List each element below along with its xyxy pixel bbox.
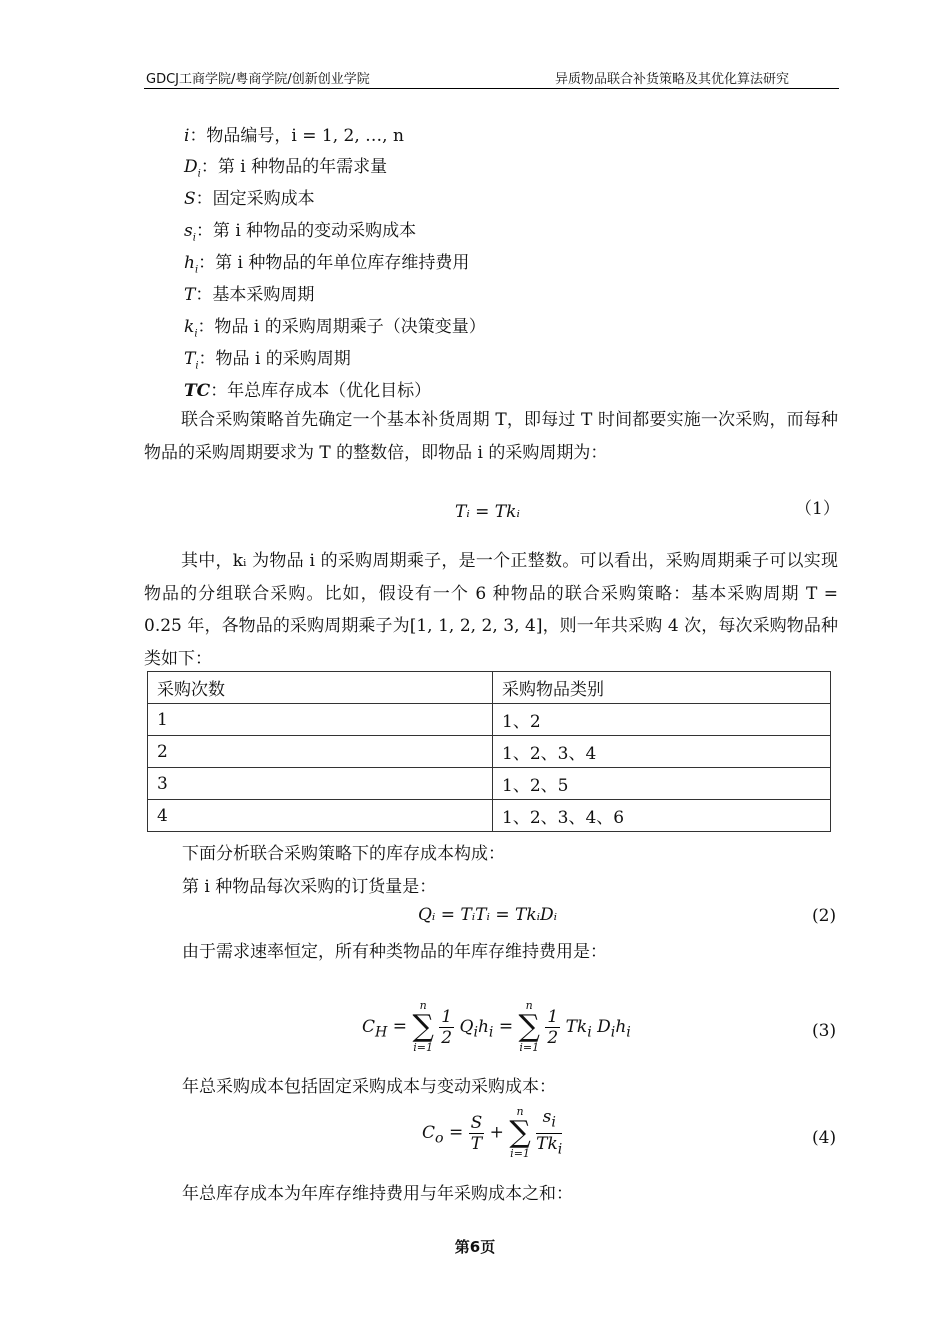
table-cell: 2 — [148, 736, 493, 768]
definition-item: $k_i$：物品 i 的采购周期乘子（决策变量） — [184, 317, 486, 340]
definition-symbol: S — [184, 189, 196, 209]
eq4-lhs: $C_o$ — [422, 1122, 444, 1146]
definition-symbol: D — [184, 157, 198, 177]
text-ordering-cost: 年总采购成本包括固定采购成本与变动采购成本： — [182, 1077, 556, 1097]
equation-2-number: (2) — [812, 906, 837, 926]
paragraph-example: 其中，kᵢ 为物品 i 的采购周期乘子，是一个正整数。可以看出，采购周期乘子可以实现物品的分组联合采购。比如，假设有一个 6 种物品的联合采购策略：基本采购周期 T = 0.25 年，各物品的采购周期乘子为[1, 1, 2, 2, 3, 4]，则一年共采购 4 次，每次采购物品种类如下： — [144, 551, 838, 669]
equation-1-number: （1） — [795, 499, 840, 519]
definition-symbol: TC — [184, 381, 211, 401]
table-cell: 1、2 — [493, 704, 831, 736]
equation-3-number: (3) — [812, 1021, 837, 1041]
definition-text: ：年总库存成本（优化目标） — [210, 381, 432, 401]
definition-item — [184, 379, 431, 403]
fraction-s-over-t: $\frac{S}{T}$ — [470, 1112, 483, 1154]
definition-text: ：第 i 种物品的年单位库存维持费用 — [198, 253, 470, 273]
definition-symbol: h — [184, 253, 195, 273]
definition-item: $s_i$：第 i 种物品的变动采购成本 — [184, 221, 417, 244]
definition-symbol: k — [184, 317, 195, 337]
definition-symbol: T — [184, 349, 196, 369]
text-cost-analysis: 下面分析联合采购策略下的库存成本构成： — [182, 844, 505, 864]
table-cell: 1、2、3、4 — [493, 736, 831, 768]
definition-item — [184, 283, 314, 307]
fraction-half: $\frac{1}{2}$ — [441, 1006, 453, 1048]
definition-text: ：物品 i 的采购周期 — [198, 349, 351, 369]
definition-symbol: T — [184, 285, 196, 305]
table-row — [148, 768, 831, 800]
running-header — [144, 68, 839, 89]
summation-symbol: n ∑ i=1 — [412, 999, 434, 1054]
definition-text: ：物品编号，i = 1, 2, …, n — [189, 126, 404, 146]
equation-4-number: (4) — [812, 1128, 837, 1148]
definition-item: $T_i$：物品 i 的采购周期 — [184, 349, 351, 372]
fraction-si-over-tki: $\frac{s_i}{Tk_i}$ — [536, 1107, 563, 1157]
equation-1: Tᵢ = Tkᵢ — [455, 502, 520, 522]
table-cell: 1、2、3、4、6 — [493, 800, 831, 832]
summation-symbol: n ∑ i=1 — [518, 999, 540, 1054]
definition-item — [184, 124, 404, 148]
definition-text: ：第 i 种物品的变动采购成本 — [195, 221, 417, 241]
definition-text: ：基本采购周期 — [195, 285, 315, 305]
definition-item: $D_i$：第 i 种物品的年需求量 — [184, 157, 388, 180]
text-order-quantity: 第 i 种物品每次采购的订货量是： — [182, 877, 437, 897]
equation-4: $C_o$ = $\frac{S}{T}$ + n ∑ i=1 $\frac{s_i}{Tk_i}$ — [422, 1105, 563, 1160]
equation-3: $C_H$ = n ∑ i=1 $\frac{1}{2}$ $Q_ih_i$ = n ∑ i=1 $\frac{1}{2}$ $Tk_i$ $D_ih_i$ — [362, 999, 631, 1054]
equation-2: Qᵢ = TᵢTᵢ = TkᵢDᵢ — [418, 905, 558, 925]
fraction-half: $\frac{1}{2}$ — [547, 1006, 559, 1048]
table-cell: 1、2、5 — [493, 768, 831, 800]
table-row — [148, 704, 831, 736]
summation-symbol: n ∑ i=1 — [509, 1105, 531, 1160]
table-header-row — [148, 672, 831, 704]
purchase-table — [147, 671, 831, 832]
table-cell: 采购物品类别 — [493, 672, 831, 704]
paragraph-intro: 联合采购策略首先确定一个基本补货周期 T，即每过 T 时间都要实施一次采购，而每种物品的采购周期要求为 T 的整数倍，即物品 i 的采购周期为： — [144, 410, 838, 463]
table-cell: 3 — [148, 768, 493, 800]
text-total-cost: 年总库存成本为年库存维持费用与年采购成本之和： — [182, 1184, 573, 1204]
table-row — [148, 736, 831, 768]
definition-item — [184, 187, 315, 211]
table-cell: 4 — [148, 800, 493, 832]
definition-text: ：固定采购成本 — [195, 189, 315, 209]
definition-symbol: i — [184, 126, 190, 146]
header-institution: GDCJ工商学院/粤商学院/创新创业学院 — [146, 72, 370, 87]
definition-text: ：第 i 种物品的年需求量 — [200, 157, 388, 177]
text-holding-cost: 由于需求速率恒定，所有种类物品的年库存维持费用是： — [182, 942, 607, 962]
definition-text: ：物品 i 的采购周期乘子（决策变量） — [197, 317, 486, 337]
table-cell: 采购次数 — [148, 672, 493, 704]
header-title: 异质物品联合补货策略及其优化算法研究 — [554, 72, 789, 87]
definition-item: $h_i$：第 i 种物品的年单位库存维持费用 — [184, 253, 470, 276]
page-number: 第6页 — [454, 1238, 496, 1256]
definition-symbol: s — [184, 221, 193, 241]
table-cell: 1 — [148, 704, 493, 736]
eq3-lhs: $C_H$ — [362, 1016, 388, 1040]
table-row — [148, 800, 831, 832]
